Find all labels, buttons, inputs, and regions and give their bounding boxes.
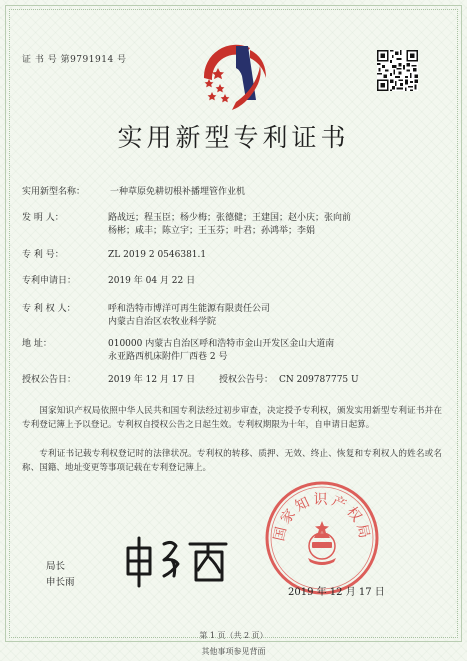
statement-paragraph-2: 专利证书记载专利权登记时的法律状况。专利权的转移、质押、无效、终止、恢复和专利权人的姓名或名称、国籍、地址变更等事项记载在专利登记簿上。 xyxy=(22,449,442,473)
seal-text: 国家知识产权局 xyxy=(271,492,373,543)
address-label: 地 址： xyxy=(22,339,52,349)
inventor-value-line1: 路战远；程玉臣；杨少梅；张德健；王建国；赵小庆；张向前 xyxy=(108,213,352,223)
field-inventor xyxy=(22,212,442,238)
grant-date-label: 授权公告日： xyxy=(22,375,77,385)
statement-paragraph-1: 国家知识产权局依照中华人民共和国专利法经过初步审查，决定授予专利权，颁发实用新型专利证书并在专利登记簿上予以登记。专利权自授权公告之日起生效。专利权期限为十年，自申请日起算。 xyxy=(22,406,442,430)
page-number: 第 1 页（共 2 页） xyxy=(199,631,268,640)
inventor-label: 发 明 人： xyxy=(22,213,64,223)
field-filing-date xyxy=(22,275,442,288)
field-patentee xyxy=(22,303,442,329)
model-name-label: 实用新型名称： xyxy=(22,187,86,197)
field-grant-date xyxy=(22,374,442,387)
filing-date-label: 专利申请日： xyxy=(22,276,77,286)
patentee-label: 专 利 权 人： xyxy=(22,304,76,314)
certificate-title: 实用新型专利证书 xyxy=(117,123,350,152)
announce-number-value: CN 209787775 U xyxy=(279,375,359,385)
announce-number-label: 授权公告号： xyxy=(219,375,274,385)
field-model-name xyxy=(22,186,442,199)
grant-date-value: 2019 年 12 月 17 日 xyxy=(108,375,196,385)
address-value-line2: 永亚路西机床附件厂西巷 2 号 xyxy=(108,352,228,362)
filing-date-value: 2019 年 04 月 22 日 xyxy=(108,276,196,286)
qr-code-icon xyxy=(377,50,418,91)
patent-number-value: ZL 2019 2 0546381.1 xyxy=(108,250,207,260)
field-address xyxy=(22,338,442,364)
patentee-value-line2: 内蒙古自治区农牧业科学院 xyxy=(108,317,217,327)
handwritten-signature-icon xyxy=(118,530,238,590)
official-seal-icon xyxy=(262,478,382,598)
patentee-value-line1: 呼和浩特市博洋可再生能源有限责任公司 xyxy=(108,304,271,314)
cnipa-emblem-icon xyxy=(196,40,274,114)
address-value-line1: 010000 内蒙古自治区呼和浩特市金山开发区金山大道南 xyxy=(108,339,335,349)
certificate-number: 证 书 号 第9791914 号 xyxy=(22,55,127,65)
inventor-value-line2: 杨彬；咸丰；陈立宇；王玉芬；叶君；孙鸿举；李娟 xyxy=(108,226,316,236)
patent-number-label: 专 利 号： xyxy=(22,250,64,260)
seal-date: 2019 年 12 月 17 日 xyxy=(288,587,385,598)
footer-note: 其他事项参见背面 xyxy=(201,647,266,656)
field-patent-number xyxy=(22,249,442,262)
chief-title: 局长 xyxy=(46,561,66,572)
model-name-value: 一种草原免耕切根补播埋管作业机 xyxy=(110,187,246,197)
chief-name: 申长雨 xyxy=(46,577,75,588)
